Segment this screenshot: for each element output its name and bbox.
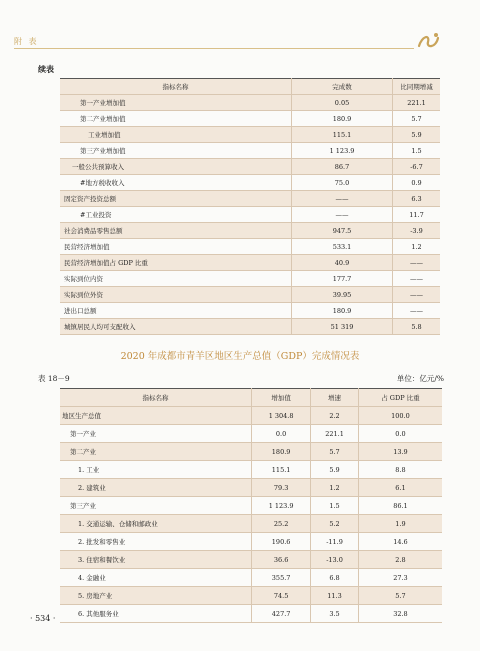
table-row: [60, 515, 442, 533]
indicator-name-cell: 社会消费品零售总额: [60, 223, 292, 239]
change-cell: 5.7: [393, 111, 441, 127]
value-cell: ——: [292, 207, 393, 223]
indicator-name-cell: #地方税收收入: [60, 175, 292, 191]
page-header: [0, 0, 480, 60]
table-number: 表 18－9: [38, 374, 70, 383]
table-row: [60, 159, 440, 175]
table-row: [60, 287, 440, 303]
table-row: [60, 111, 440, 127]
page-number: · 534 ·: [30, 614, 56, 623]
growth-cell: 1.5: [311, 497, 359, 515]
share-cell: 13.9: [358, 443, 442, 461]
growth-cell: 221.1: [311, 425, 359, 443]
value-cell: 86.7: [292, 159, 393, 175]
share-cell: 1.9: [358, 515, 442, 533]
table-row: [60, 479, 442, 497]
table-row: [60, 255, 440, 271]
value-cell: 0.0: [252, 425, 311, 443]
change-cell: -6.7: [393, 159, 441, 175]
indicator-name-cell: 民营经济增加值占 GDP 比重: [60, 255, 292, 271]
table-header-row: [60, 79, 440, 95]
indicator-name-cell: 一般公共预算收入: [60, 159, 292, 175]
growth-cell: 5.2: [311, 515, 359, 533]
table-row: [60, 95, 440, 111]
growth-cell: -13.0: [311, 551, 359, 569]
indicator-name-cell: 城镇居民人均可支配收入: [60, 319, 292, 335]
unit-label: 单位：亿元/%: [396, 374, 444, 383]
change-cell: 5.8: [393, 319, 441, 335]
table-row: [60, 533, 442, 551]
growth-cell: 11.3: [311, 587, 359, 605]
share-cell: 100.0: [358, 407, 442, 425]
table-row: [60, 127, 440, 143]
decorative-swirl-icon: [416, 30, 442, 52]
value-cell: 1 123.9: [252, 497, 311, 515]
table-row: [60, 319, 440, 335]
table-row: [60, 551, 442, 569]
share-cell: 27.3: [358, 569, 442, 587]
change-cell: ——: [393, 303, 441, 319]
value-cell: 0.05: [292, 95, 393, 111]
table-row: [60, 207, 440, 223]
change-cell: 221.1: [393, 95, 441, 111]
share-cell: 8.8: [358, 461, 442, 479]
value-cell: 1 304.8: [252, 407, 311, 425]
growth-cell: 1.2: [311, 479, 359, 497]
indicator-name-cell: 实际到位内资: [60, 271, 292, 287]
table-row: [60, 271, 440, 287]
share-cell: 14.6: [358, 533, 442, 551]
indicator-name-cell: 2. 建筑业: [60, 479, 252, 497]
section-label: 附 表: [14, 37, 39, 46]
indicator-name-cell: #工业投资: [60, 207, 292, 223]
column-header: 指标名称: [60, 79, 292, 95]
value-cell: 180.9: [252, 443, 311, 461]
indicator-name-cell: 第二产业: [60, 443, 252, 461]
table-row: [60, 303, 440, 319]
growth-cell: 3.5: [311, 605, 359, 623]
table-row: [60, 461, 442, 479]
indicator-name-cell: 工业增加值: [60, 127, 292, 143]
change-cell: ——: [393, 255, 441, 271]
column-header: 增加值: [252, 389, 311, 407]
value-cell: 25.2: [252, 515, 311, 533]
value-cell: 533.1: [292, 239, 393, 255]
value-cell: 51 319: [292, 319, 393, 335]
indicator-name-cell: 第一产业: [60, 425, 252, 443]
column-header: 指标名称: [60, 389, 252, 407]
table-row: [60, 587, 442, 605]
value-cell: ——: [292, 191, 393, 207]
indicator-name-cell: 4. 金融业: [60, 569, 252, 587]
value-cell: 427.7: [252, 605, 311, 623]
change-cell: 5.9: [393, 127, 441, 143]
share-cell: 86.1: [358, 497, 442, 515]
indicator-name-cell: 进出口总额: [60, 303, 292, 319]
value-cell: 180.9: [292, 111, 393, 127]
share-cell: 5.7: [358, 587, 442, 605]
column-header: 完成数: [292, 79, 393, 95]
table-row: [60, 239, 440, 255]
continuation-label: 续表: [38, 64, 54, 74]
value-cell: 75.0: [292, 175, 393, 191]
value-cell: 190.6: [252, 533, 311, 551]
column-header: 占 GDP 比重: [358, 389, 442, 407]
value-cell: 74.5: [252, 587, 311, 605]
indicator-name-cell: 实际到位外资: [60, 287, 292, 303]
indicator-name-cell: 6. 其他服务业: [60, 605, 252, 623]
change-cell: 1.5: [393, 143, 441, 159]
growth-cell: 2.2: [311, 407, 359, 425]
value-cell: 177.7: [292, 271, 393, 287]
table-row: [60, 143, 440, 159]
column-header: 比同期增减: [393, 79, 441, 95]
indicator-name-cell: 第三产业增加值: [60, 143, 292, 159]
indicator-name-cell: 地区生产总值: [60, 407, 252, 425]
growth-cell: 5.9: [311, 461, 359, 479]
column-header: 增速: [311, 389, 359, 407]
table-row: [60, 569, 442, 587]
table-row: [60, 191, 440, 207]
share-cell: 32.8: [358, 605, 442, 623]
value-cell: 115.1: [292, 127, 393, 143]
indicator-name-cell: 第三产业: [60, 497, 252, 515]
change-cell: 1.2: [393, 239, 441, 255]
table-header-row: [60, 389, 442, 407]
value-cell: 36.6: [252, 551, 311, 569]
indicator-name-cell: 民营经济增加值: [60, 239, 292, 255]
table-row: [60, 407, 442, 425]
economic-indicators-table: [60, 78, 440, 335]
indicator-name-cell: 1. 工业: [60, 461, 252, 479]
growth-cell: 6.8: [311, 569, 359, 587]
indicator-name-cell: 第一产业增加值: [60, 95, 292, 111]
value-cell: 79.3: [252, 479, 311, 497]
table-row: [60, 443, 442, 461]
indicator-name-cell: 1. 交通运输、仓储和邮政业: [60, 515, 252, 533]
table-row: [60, 223, 440, 239]
table-row: [60, 425, 442, 443]
value-cell: 947.5: [292, 223, 393, 239]
header-rule: [14, 48, 414, 49]
indicator-name-cell: 2. 批发和零售业: [60, 533, 252, 551]
value-cell: 180.9: [292, 303, 393, 319]
value-cell: 355.7: [252, 569, 311, 587]
table-row: [60, 497, 442, 515]
growth-cell: 5.7: [311, 443, 359, 461]
growth-cell: -11.9: [311, 533, 359, 551]
indicator-name-cell: 5. 房地产业: [60, 587, 252, 605]
table-row: [60, 175, 440, 191]
change-cell: 11.7: [393, 207, 441, 223]
indicator-name-cell: 第二产业增加值: [60, 111, 292, 127]
table-title: 2020 年成都市青羊区地区生产总值（GDP）完成情况表: [120, 351, 360, 362]
value-cell: 1 123.9: [292, 143, 393, 159]
value-cell: 115.1: [252, 461, 311, 479]
change-cell: ——: [393, 271, 441, 287]
value-cell: 40.9: [292, 255, 393, 271]
gdp-table: [60, 388, 442, 623]
table-row: [60, 605, 442, 623]
indicator-name-cell: 固定资产投资总额: [60, 191, 292, 207]
change-cell: 0.9: [393, 175, 441, 191]
indicator-name-cell: 3. 住宿和餐饮业: [60, 551, 252, 569]
change-cell: -3.9: [393, 223, 441, 239]
change-cell: ——: [393, 287, 441, 303]
share-cell: 2.8: [358, 551, 442, 569]
value-cell: 39.95: [292, 287, 393, 303]
share-cell: 6.1: [358, 479, 442, 497]
change-cell: 6.3: [393, 191, 441, 207]
share-cell: 0.0: [358, 425, 442, 443]
